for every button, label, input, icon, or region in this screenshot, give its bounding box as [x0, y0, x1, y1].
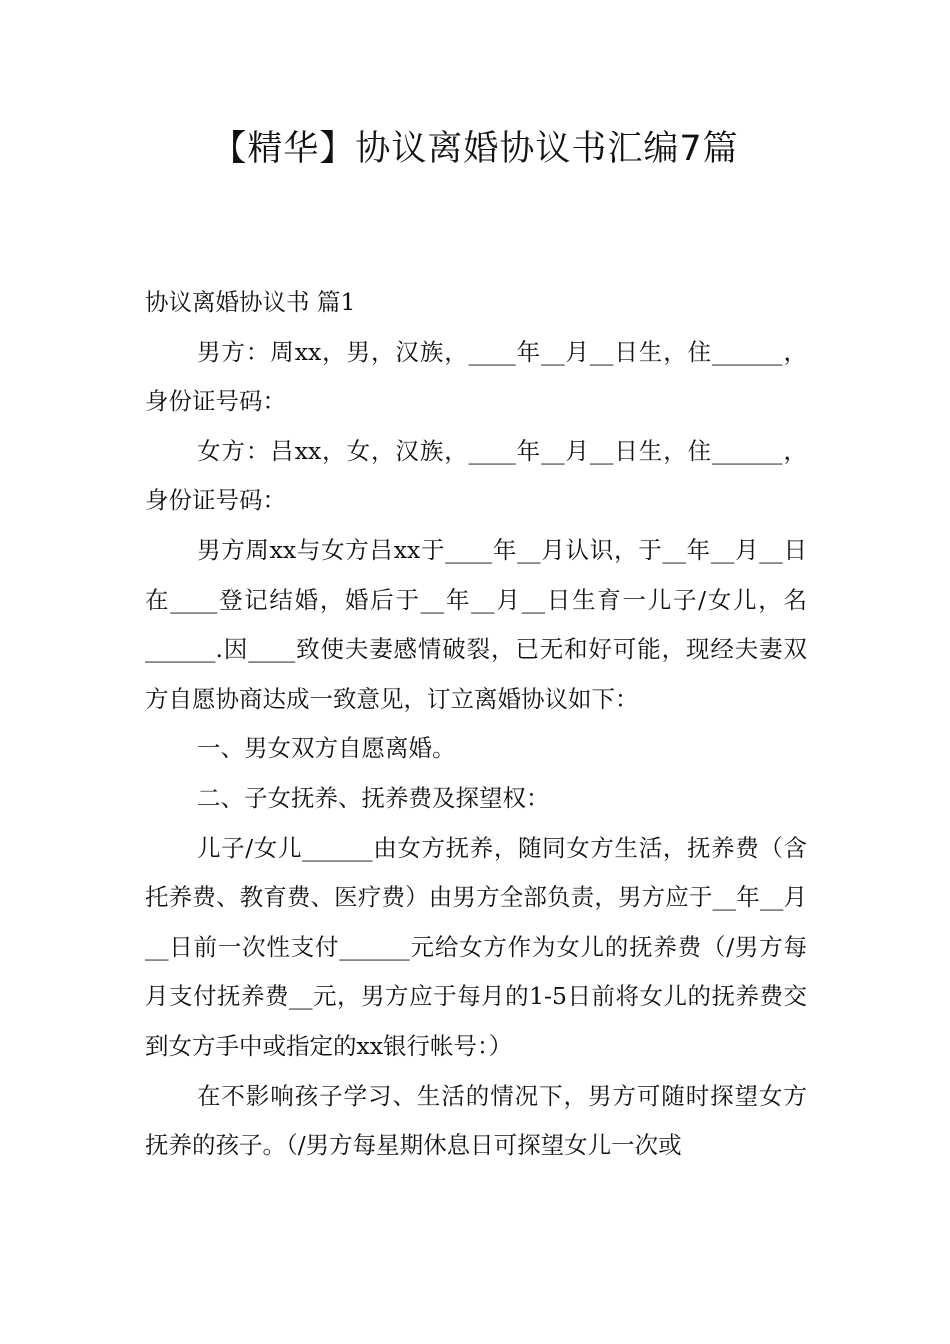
- paragraph-husband-info: 男方：周xx，男，汉族，____年__月__日生，住______，身份证号码：: [145, 337, 807, 416]
- section-heading: 协议离婚协议书 篇1: [145, 288, 356, 316]
- paragraph-wife-info: 女方：吕xx，女，汉族，____年__月__日生，住______，身份证号码：: [145, 436, 807, 515]
- paragraph-marriage-background: 男方周xx与女方吕xx于____年__月认识，于__年__月__日在____登记结婚，婚后于__年__月__日生育一儿子/女儿，名______.因____致使夫妻感情破裂，已无和好可能，现经夫妻双方自愿协商达成一致意见，订立离婚协议如下：: [145, 535, 807, 713]
- paragraph-child-support: 儿子/女儿______由女方抚养，随同女方生活，抚养费（含托养费、教育费、医疗费）由男方全部负责，男方应于__年__月__日前一次性支付______元给女方作为女儿的抚养费（/男方每月支付抚养费__元，男方应于每月的1-5日前将女儿的抚养费交到女方手中或指定的xx银行帐号：）: [145, 833, 807, 1060]
- paragraph-visitation: 在不影响孩子学习、生活的情况下，男方可随时探望女方抚养的孩子。（/男方每星期休息日可探望女儿一次或: [145, 1081, 807, 1160]
- document-title: 【精华】协议离婚协议书汇编7篇: [211, 129, 739, 169]
- document-body: [145, 278, 807, 1171]
- paragraph-clause-2: 二、子女抚养、抚养费及探望权：: [197, 783, 550, 812]
- paragraph-clause-1: 一、男女双方自愿离婚。: [197, 734, 456, 763]
